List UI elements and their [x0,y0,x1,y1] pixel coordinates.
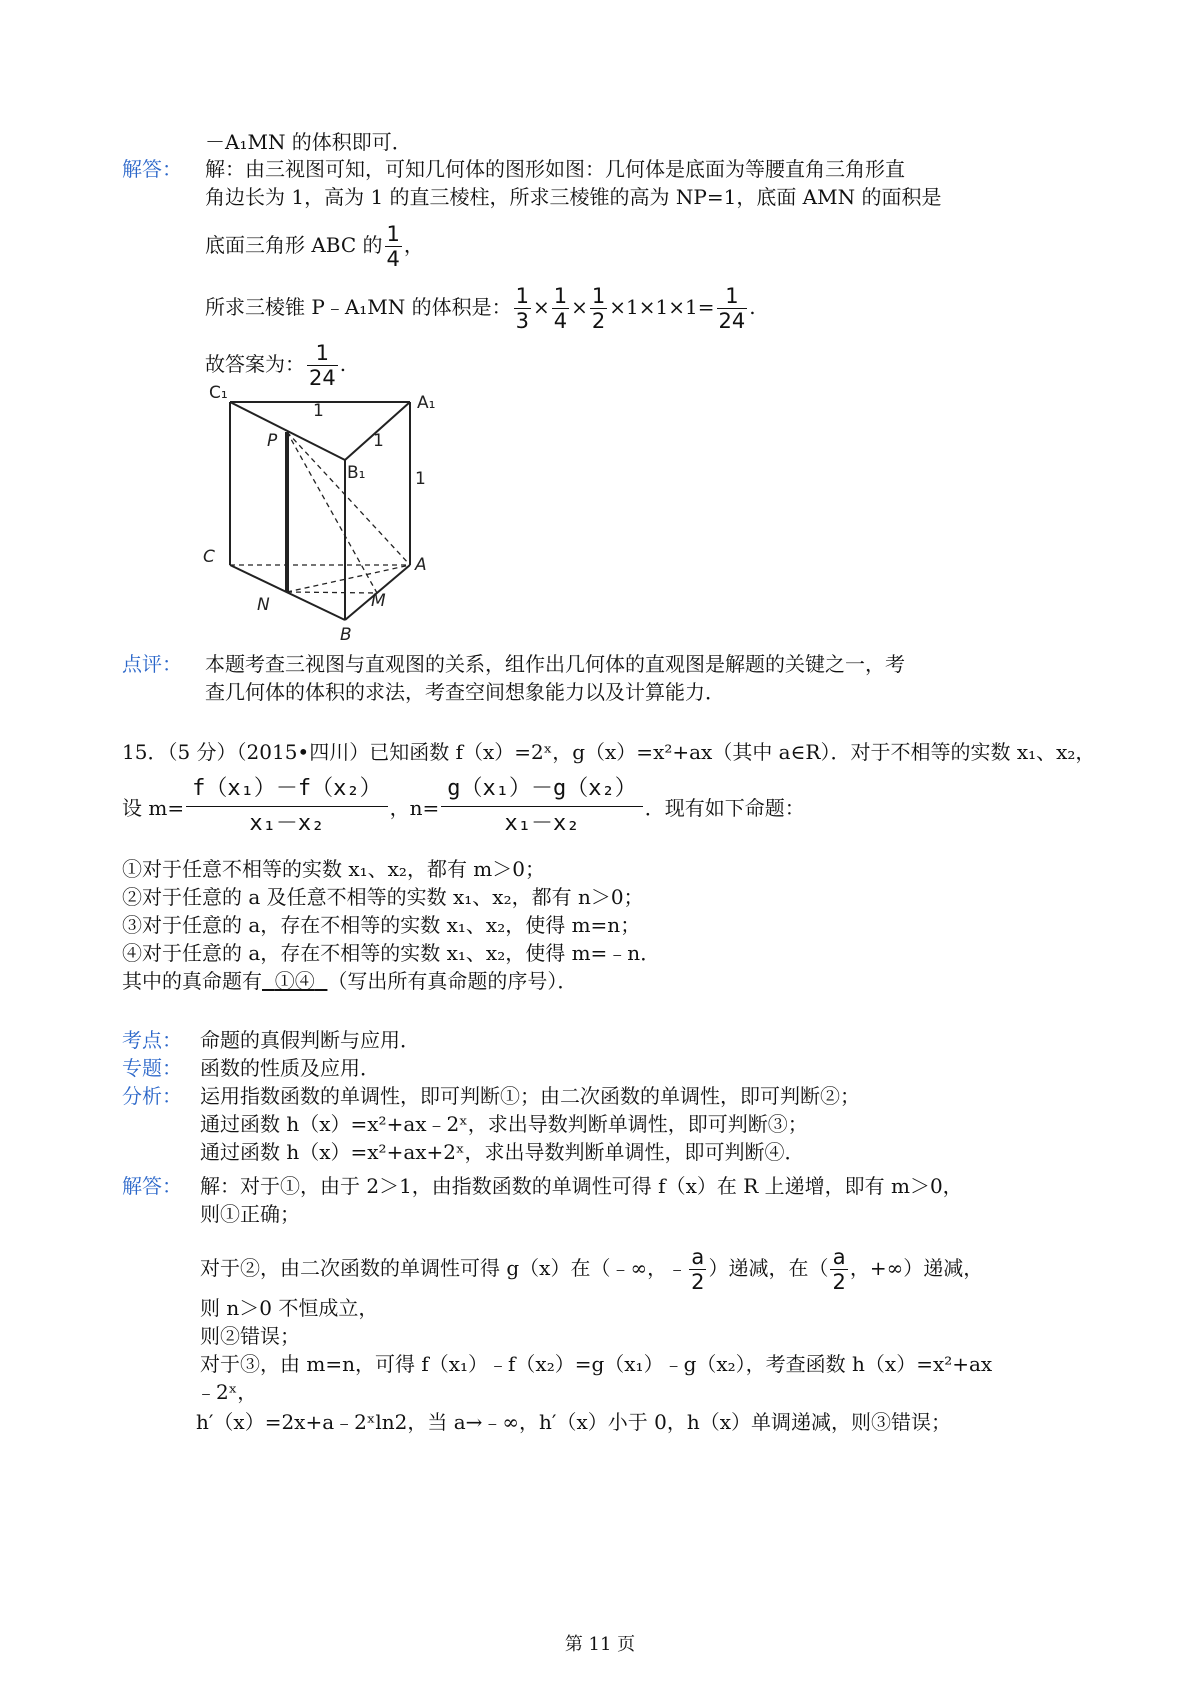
n-fraction: $\frac{\text{g（x₁）－g（x₂）}}{\text{x₁－x₂}}$ [441,772,642,841]
answer-blank: ①④ [274,969,315,993]
fenxi-line-1: 运用指数函数的单调性，即可判断①；由二次函数的单调性，即可判断②； [200,1084,860,1108]
label-b1: B₁ [347,463,366,483]
label-c1: C₁ [209,383,228,403]
fraction-a-over-2: $\frac{a}{2}$ [691,1245,705,1294]
fenxi-label: 分析： [122,1084,182,1108]
question-15-stem: 15．（5 分）（2015•四川）已知函数 f（x）=2ˣ，g（x）=x²+ax（其中 a∈R）．对于不相等的实数 x₁、x₂， [122,740,1096,764]
jieda-line-5: 则②错误； [200,1324,300,1348]
label-a1: A₁ [417,393,436,413]
jieda-line-6: 对于③，由 m=n，可得 f（x₁）﹣f（x₂）=g（x₁）﹣g（x₂），考查函数 h（x）=x²+ax [200,1352,993,1376]
zhuanti-text: 函数的性质及应用． [200,1056,380,1080]
comment-line-1: 本题考查三视图与直观图的关系，组作出几何体的直观图是解题的关键之一，考 [205,652,905,676]
volume-formula-line: 所求三棱锥 P﹣A₁MN 的体积是： $\frac{1}{3}$ × $\frac{1}{4}$ × $\frac{1}{2}$ ×1×1×1= $\frac{1}{24}$ . [205,284,756,333]
fraction-one-quarter: $\frac{1}{4}$ [386,222,400,271]
kaodian-label: 考点： [122,1028,182,1052]
hidden-segment-p-a [287,432,410,565]
final-answer-fraction: $\frac{1}{24}$ [309,341,336,390]
jieda-line-7: ﹣2ˣ， [196,1380,258,1404]
fenxi-line-2: 通过函数 h（x）=x²+ax﹣2ˣ，求出导数判断单调性，即可判断③； [200,1112,808,1136]
label-n: N [257,595,270,615]
hidden-segment-n-m [287,592,377,593]
proposition-4: ④对于任意的 a，存在不相等的实数 x₁、x₂，使得 m=﹣n． [122,941,661,965]
solution-paragraph-2: 角边长为 1，高为 1 的直三棱柱，所求三棱锥的高为 NP=1，底面 AMN 的面积是 [205,185,942,209]
comment-label: 点评： [122,652,182,676]
final-answer-line: 故答案为： $\frac{1}{24}$ . [205,341,347,390]
page-footer: 第 11 页 [564,1634,636,1655]
label-edge-top: 1 [313,401,324,421]
solution-paragraph-3: 底面三角形 ABC 的 $\frac{1}{4}$ ， [205,222,424,271]
jieda-line-2: 则①正确； [200,1202,300,1226]
prism-figure [195,380,455,650]
proposition-1: ①对于任意不相等的实数 x₁、x₂，都有 m＞0； [122,857,545,881]
label-m: M [371,591,386,611]
jieda-line-1: 解：对于①，由于 2＞1，由指数函数的单调性可得 f（x）在 R 上递增，即有 m＞0， [200,1174,963,1198]
jieda-line-8: h′（x）=2x+a﹣2ˣln2，当 a→﹣∞，h′（x）小于 0，h（x）单调递减，则③错误； [196,1410,951,1434]
zhuanti-label: 专题： [122,1056,182,1080]
label-edge-height: 1 [415,469,426,489]
m-fraction: $\frac{\text{f（x₁）－f（x₂）}}{\text{x₁－x₂}}$ [186,772,387,841]
solution-paragraph-1: 解：由三视图可知，可知几何体的图形如图：几何体是底面为等腰直角三角形直 [205,157,905,181]
proposition-2: ②对于任意的 a 及任意不相等的实数 x₁、x₂，都有 n＞0； [122,885,644,909]
label-c: C [203,547,215,567]
jieda-line-4: 则 n＞0 不恒成立， [200,1296,379,1320]
label-edge-side: 1 [373,431,384,451]
jieda-line-3: 对于②，由二次函数的单调性可得 g（x）在（﹣∞，﹣ $\frac{a}{2}$ ）递减，在（ $\frac{a}{2}$ ，+∞）递减， [200,1245,984,1294]
answer-label: 解答： [122,157,182,181]
solution-tail-line: －A₁MN 的体积即可． [205,130,412,154]
fenxi-line-3: 通过函数 h（x）=x²+ax+2ˣ，求出导数判断单调性，即可判断④． [200,1140,805,1164]
kaodian-text: 命题的真假判断与应用． [200,1028,420,1052]
true-propositions-line: 其中的真命题有 ①④ （写出所有真命题的序号）． [122,969,578,993]
fraction-a-over-2-b: $\frac{a}{2}$ [832,1245,846,1294]
hidden-segment-p-m [287,432,377,593]
hidden-segment-n-a [287,565,410,592]
proposition-3: ③对于任意的 a，存在不相等的实数 x₁、x₂，使得 m=n； [122,913,641,937]
label-p: P [267,431,278,451]
comment-line-2: 查几何体的体积的求法，考查空间想象能力以及计算能力． [205,680,725,704]
label-a: A [415,555,427,575]
jieda-label: 解答： [122,1174,182,1198]
label-b: B [340,625,352,645]
m-n-definition: 设 m= $\frac{\text{f（x₁）－f（x₂）}}{\text{x₁－x₂}}$ ，n= $\frac{\text{g（x₁）－g（x₂）}}{\text{x₁－x₂}}$ ．现有如下命题： [122,772,805,848]
